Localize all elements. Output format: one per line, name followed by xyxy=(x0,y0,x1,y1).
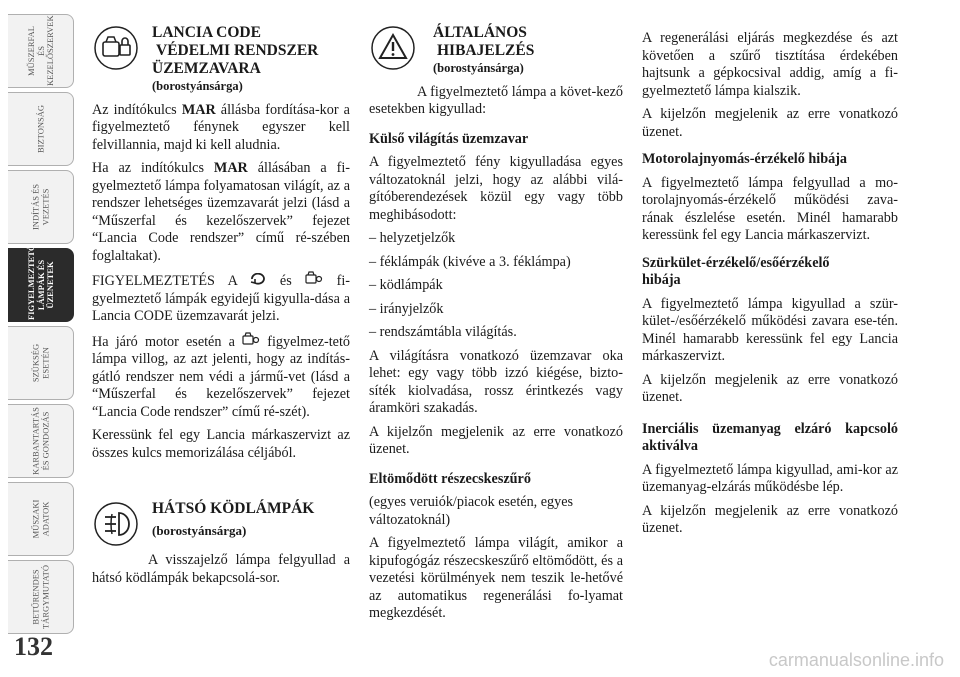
list-item: – rendszámtábla világítás. xyxy=(369,324,517,340)
tab-starting-driving[interactable]: INDÍTÁS ÉS VEZETÉS xyxy=(8,170,74,244)
car-key-icon xyxy=(242,334,260,350)
tab-instrument-panel[interactable]: MŰSZERFAL ÉS KEZELŐSZERVEK xyxy=(8,14,74,88)
rear-fog-lamp-icon xyxy=(92,500,140,548)
engine-check-icon xyxy=(250,273,266,289)
lancia-code-color: (borostyánsárga) xyxy=(152,79,243,93)
lancia-p4: Ha járó motor esetén a figyelmez-tető lámpa villog, az azt jelenti, hogy az indításgátló rendszer nem védi a jármű-vet (lásd a “Műszerfal és kezelőszervek” fejezet “Lancia Code rendszer” című ré-szét). xyxy=(92,333,350,420)
ext-lighting-text: A figyelmeztető fény kigyulladása egyes változatoknál jelzi, hogy az alábbi vilá-gítóberendezések közül egy vagy több meghibásodott: xyxy=(369,154,623,223)
list-item: – helyzetjelzők xyxy=(369,230,456,246)
ext-lighting-head: Külső világítás üzemzavar xyxy=(369,130,529,147)
fog-text: A visszajelző lámpa felgyullad a hátsó ködlámpák bekapcsolá-sor. xyxy=(92,552,350,586)
lancia-p2: Ha az indítókulcs MAR állásában a fi-gyelmeztető lámpa folyamatosan világít, az a rendszer lehetséges üzemzavarát jelzi (lásd a “Műszerfal és kezelőszervek” fejezet “Lancia Code rendszer” című ré-szében foglaltakat). xyxy=(92,160,350,264)
fog-color: (borostyánsárga) xyxy=(152,523,247,538)
lancia-p3: FIGYELMEZTETÉS A és fi-gyelmeztető lámpák egyidejű kigyulla-dása a Lancia CODE üzemzavarát jelzi. xyxy=(92,273,350,324)
display-message: A kijelzőn megjelenik az erre vonatkozó üzenet. xyxy=(369,423,623,457)
inertia-switch-text: A figyelmeztető lámpa kigyullad, ami-kor az üzemanyag-elzárás működésbe lép. xyxy=(642,461,898,495)
display-message: A kijelzőn megjelenik az erre vonatkozó üzenet. xyxy=(642,371,898,405)
tab-index[interactable]: BETŰRENDES TÁRGYMUTATÓ xyxy=(8,560,74,634)
dpf-text: A figyelmeztető lámpa világít, amikor a kipufogógáz részecskeszűrő eltömődött, és a vezetési körülmények nem teszik le-hetővé az automatikus regenerálási fo-lyamat megkezdését. xyxy=(369,535,623,621)
warning-triangle-icon xyxy=(369,24,417,72)
fog-title: HÁTSÓ KÖDLÁMPÁK xyxy=(152,500,315,517)
tab-technical-data[interactable]: MŰSZAKI ADATOK xyxy=(8,482,74,556)
general-fault-intro: A figyelmeztető lámpa a követ-kező esetekben kigyullad: xyxy=(369,83,623,117)
general-fault-color: (borostyánsárga) xyxy=(433,61,524,75)
dpf-head: Eltömődött részecskeszűrő xyxy=(369,470,531,487)
dusk-sensor-head: Szürkület-érzékelő/esőérzékelő hibája xyxy=(642,254,830,288)
tab-emergency[interactable]: SZÜKSÉG ESETÉN xyxy=(8,326,74,400)
lancia-code-title-1: LANCIA CODE xyxy=(152,24,261,41)
tab-safety[interactable]: BIZTONSÁG xyxy=(8,92,74,166)
display-message: A kijelzőn megjelenik az erre vonatkozó üzenet. xyxy=(642,106,898,140)
car-key-icon xyxy=(305,273,323,289)
dusk-sensor-text: A figyelmeztető lámpa kigyullad a szür-kület-/esőérzékelő működési zavara ese-tén. Minél hamarabb keressünk fel egy Lancia márkaszervizt. xyxy=(642,295,898,364)
section-tabs xyxy=(0,0,76,640)
regen-text: A regenerálási eljárás megkezdése és azt követően a szűrő tisztítása érdekében hajtsunk a gépkocsival addig, amíg a fi-gyelmeztető lámpa kialszik. xyxy=(642,30,898,99)
oil-sensor-head: Motorolajnyomás-érzékelő hibája xyxy=(642,151,848,167)
lancia-p1: Az indítókulcs MAR állásba fordítása-kor a figyelmeztető fénynek egyszer kell felvillannia, majd ki kell aludnia. xyxy=(92,101,350,153)
general-fault-title-2: HIBAJELZÉS xyxy=(437,42,535,59)
tab-maintenance[interactable]: KARBANTARTÁS ÉS GONDOZÁS xyxy=(8,404,74,478)
lancia-p5: Keressünk fel egy Lancia márkaszervizt az összes kulcs memorizálása céljából. xyxy=(92,427,350,461)
column-2 xyxy=(369,24,623,629)
lancia-code-title-2: VÉDELMI RENDSZER xyxy=(156,42,319,59)
lancia-code-title-3: ÜZEMZAVARA xyxy=(152,60,261,77)
tab-warning-lights[interactable]: FIGYELMEZTETŐ LÁMPÁK ÉS ÜZENETEK xyxy=(8,248,74,322)
dpf-sub: (egyes veruiók/piacok esetén, egyes változatoknál) xyxy=(369,494,574,528)
oil-sensor-text: A figyelmeztető lámpa felgyullad a mo-torolajnyomás-érzékelő működési zava-rának észlelése esetén. Minél hamarabb keressünk fel egy Lancia márkaszervizt. xyxy=(642,174,898,243)
column-3 xyxy=(642,30,898,544)
display-message: A kijelzőn megjelenik az erre vonatkozó üzenet. xyxy=(642,502,898,536)
list-item: – féklámpák (kivéve a 3. féklámpa) xyxy=(369,253,571,270)
lighting-cause: A világításra vonatkozó üzemzavar oka lehet: egy vagy több izzó kiégése, bizto-síték kiolvadása, rossz érintkezés vagy áramköri szakadás. xyxy=(369,347,623,416)
column-1 xyxy=(92,24,350,593)
list-item: – ködlámpák xyxy=(369,277,443,293)
inertia-switch-head: Inerciális üzemanyag elzáró kapcsoló aktiválva xyxy=(642,420,898,454)
page-number: 132 xyxy=(14,632,53,661)
general-fault-title-1: ÁLTALÁNOS xyxy=(433,24,527,41)
watermark: carmanualsonline.info xyxy=(768,650,944,670)
list-item: – irányjelzők xyxy=(369,300,444,317)
car-key-lock-icon xyxy=(92,24,140,72)
